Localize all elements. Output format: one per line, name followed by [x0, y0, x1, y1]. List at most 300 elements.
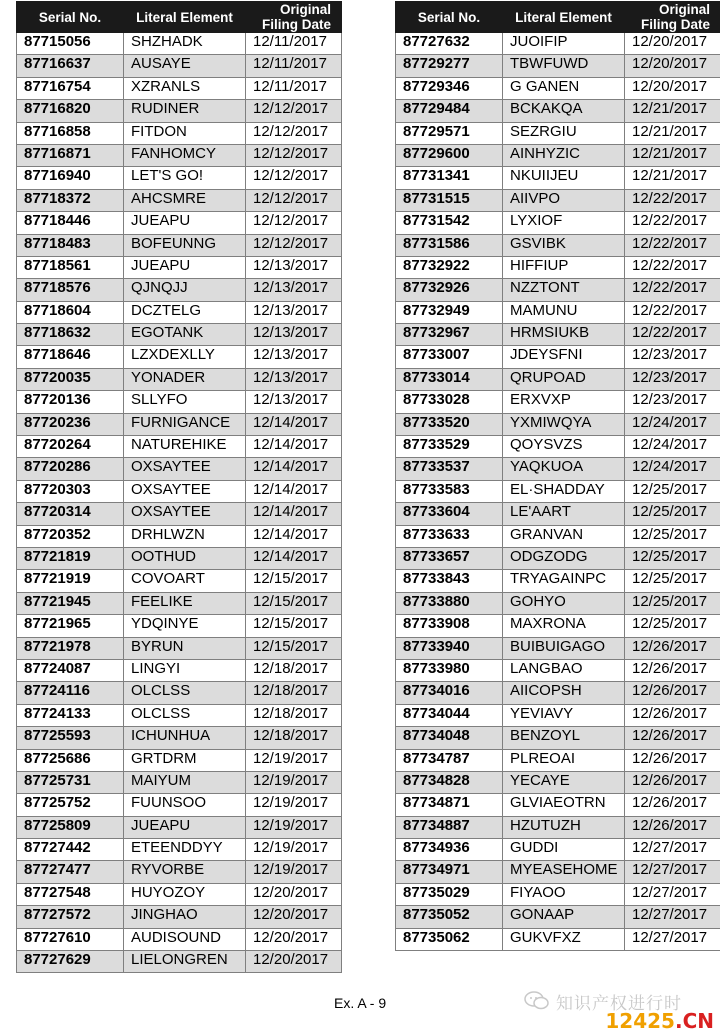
filing-date-cell: 12/20/2017: [246, 906, 342, 928]
literal-element-cell: DCZTELG: [124, 301, 246, 323]
filing-date-cell: 12/25/2017: [625, 547, 720, 569]
filing-date-cell: 12/26/2017: [625, 682, 720, 704]
filing-date-cell: 12/22/2017: [625, 279, 720, 301]
serial-number-cell: 87718483: [17, 234, 124, 256]
filing-date-cell: 12/13/2017: [246, 324, 342, 346]
literal-element-cell: HZUTUZH: [503, 816, 625, 838]
table-row: [17, 413, 342, 435]
filing-date-cell: 12/23/2017: [625, 391, 720, 413]
literal-element-cell: AIIVPO: [503, 189, 625, 211]
table-row: [396, 33, 720, 55]
serial-number-cell: 87727477: [17, 861, 124, 883]
literal-element-cell: LIELONGREN: [124, 951, 246, 973]
table-row: [17, 346, 342, 368]
filing-date-cell: 12/15/2017: [246, 592, 342, 614]
table-row: [396, 547, 720, 569]
filing-date-cell: 12/14/2017: [246, 503, 342, 525]
filing-date-cell: 12/26/2017: [625, 794, 720, 816]
literal-element-cell: GONAAP: [503, 906, 625, 928]
table-row: [17, 771, 342, 793]
table-row: [17, 301, 342, 323]
literal-element-cell: BUIBUIGAGO: [503, 637, 625, 659]
serial-number-cell: 87731586: [396, 234, 503, 256]
header-literal-element: Literal Element: [124, 2, 246, 33]
literal-element-cell: LE'AART: [503, 503, 625, 525]
serial-number-cell: 87716754: [17, 77, 124, 99]
literal-element-cell: MYEASEHOME: [503, 861, 625, 883]
literal-element-cell: LINGYI: [124, 659, 246, 681]
table-header-row: [396, 2, 720, 33]
serial-number-cell: 87729277: [396, 55, 503, 77]
filing-date-cell: 12/25/2017: [625, 525, 720, 547]
serial-number-cell: 87720303: [17, 480, 124, 502]
table-row: [17, 906, 342, 928]
filing-date-cell: 12/15/2017: [246, 570, 342, 592]
serial-number-cell: 87735062: [396, 928, 503, 950]
filing-date-cell: 12/24/2017: [625, 458, 720, 480]
literal-element-cell: YXMIWQYA: [503, 413, 625, 435]
table-row: [396, 301, 720, 323]
filing-date-cell: 12/22/2017: [625, 189, 720, 211]
table-row: [396, 256, 720, 278]
literal-element-cell: GUDDI: [503, 839, 625, 861]
serial-number-cell: 87733028: [396, 391, 503, 413]
serial-number-cell: 87735029: [396, 883, 503, 905]
literal-element-cell: JUOIFIP: [503, 33, 625, 55]
table-row: [396, 413, 720, 435]
literal-element-cell: NZZTONT: [503, 279, 625, 301]
filing-date-cell: 12/25/2017: [625, 570, 720, 592]
wechat-icon: [524, 991, 550, 1011]
table-row: [396, 391, 720, 413]
serial-number-cell: 87731542: [396, 212, 503, 234]
literal-element-cell: OLCLSS: [124, 682, 246, 704]
literal-element-cell: ICHUNHUA: [124, 727, 246, 749]
serial-number-cell: 87716820: [17, 100, 124, 122]
serial-number-cell: 87727610: [17, 928, 124, 950]
literal-element-cell: BCKAKQA: [503, 100, 625, 122]
literal-element-cell: TRYAGAINPC: [503, 570, 625, 592]
serial-number-cell: 87724116: [17, 682, 124, 704]
literal-element-cell: LET'S GO!: [124, 167, 246, 189]
literal-element-cell: QJNQJJ: [124, 279, 246, 301]
serial-number-cell: 87720136: [17, 391, 124, 413]
filing-date-cell: 12/14/2017: [246, 436, 342, 458]
table-row: [396, 771, 720, 793]
table-row: [17, 592, 342, 614]
filing-date-cell: 12/18/2017: [246, 659, 342, 681]
filing-date-cell: 12/12/2017: [246, 167, 342, 189]
literal-element-cell: GRANVAN: [503, 525, 625, 547]
table-row: [396, 592, 720, 614]
serial-number-cell: 87727629: [17, 951, 124, 973]
literal-element-cell: NKUIIJEU: [503, 167, 625, 189]
filing-date-cell: 12/23/2017: [625, 368, 720, 390]
literal-element-cell: YDQINYE: [124, 615, 246, 637]
table-row: [396, 324, 720, 346]
trademark-table-left: [16, 1, 342, 973]
table-row: [17, 704, 342, 726]
literal-element-cell: BOFEUNNG: [124, 234, 246, 256]
serial-number-cell: 87720352: [17, 525, 124, 547]
filing-date-cell: 12/27/2017: [625, 928, 720, 950]
filing-date-cell: 12/22/2017: [625, 301, 720, 323]
table-row: [396, 234, 720, 256]
table-row: [396, 525, 720, 547]
filing-date-cell: 12/12/2017: [246, 144, 342, 166]
literal-element-cell: QRUPOAD: [503, 368, 625, 390]
serial-number-cell: 87732949: [396, 301, 503, 323]
filing-date-cell: 12/20/2017: [246, 928, 342, 950]
table-row: [17, 167, 342, 189]
watermark: [524, 987, 714, 1031]
table-row: [396, 480, 720, 502]
table-row: [17, 839, 342, 861]
literal-element-cell: ERXVXP: [503, 391, 625, 413]
literal-element-cell: MAMUNU: [503, 301, 625, 323]
table-row: [17, 794, 342, 816]
table-row: [17, 458, 342, 480]
filing-date-cell: 12/25/2017: [625, 480, 720, 502]
literal-element-cell: AUSAYE: [124, 55, 246, 77]
filing-date-cell: 12/25/2017: [625, 503, 720, 525]
literal-element-cell: BENZOYL: [503, 727, 625, 749]
serial-number-cell: 87734828: [396, 771, 503, 793]
filing-date-cell: 12/19/2017: [246, 839, 342, 861]
filing-date-cell: 12/14/2017: [246, 525, 342, 547]
serial-number-cell: 87733843: [396, 570, 503, 592]
filing-date-cell: 12/26/2017: [625, 659, 720, 681]
serial-number-cell: 87724133: [17, 704, 124, 726]
literal-element-cell: SHZHADK: [124, 33, 246, 55]
filing-date-cell: 12/20/2017: [625, 55, 720, 77]
literal-element-cell: HIFFIUP: [503, 256, 625, 278]
serial-number-cell: 87733014: [396, 368, 503, 390]
table-row: [17, 122, 342, 144]
literal-element-cell: YEVIAVY: [503, 704, 625, 726]
serial-number-cell: 87731341: [396, 167, 503, 189]
literal-element-cell: XZRANLS: [124, 77, 246, 99]
literal-element-cell: OOTHUD: [124, 547, 246, 569]
filing-date-cell: 12/26/2017: [625, 816, 720, 838]
table-row: [17, 547, 342, 569]
table-row: [396, 122, 720, 144]
serial-number-cell: 87733880: [396, 592, 503, 614]
serial-number-cell: 87718446: [17, 212, 124, 234]
table-row: [17, 324, 342, 346]
serial-number-cell: 87734787: [396, 749, 503, 771]
serial-number-cell: 87729346: [396, 77, 503, 99]
serial-number-cell: 87725752: [17, 794, 124, 816]
literal-element-cell: FEELIKE: [124, 592, 246, 614]
filing-date-cell: 12/15/2017: [246, 615, 342, 637]
literal-element-cell: RYVORBE: [124, 861, 246, 883]
filing-date-cell: 12/21/2017: [625, 167, 720, 189]
filing-date-cell: 12/19/2017: [246, 816, 342, 838]
serial-number-cell: 87729600: [396, 144, 503, 166]
literal-element-cell: LZXDEXLLY: [124, 346, 246, 368]
serial-number-cell: 87721819: [17, 547, 124, 569]
table-row: [17, 570, 342, 592]
serial-number-cell: 87720286: [17, 458, 124, 480]
filing-date-cell: 12/12/2017: [246, 234, 342, 256]
table-row: [17, 234, 342, 256]
literal-element-cell: HRMSIUKB: [503, 324, 625, 346]
serial-number-cell: 87733980: [396, 659, 503, 681]
table-row: [396, 436, 720, 458]
filing-date-cell: 12/20/2017: [625, 33, 720, 55]
serial-number-cell: 87733520: [396, 413, 503, 435]
filing-date-cell: 12/22/2017: [625, 212, 720, 234]
table-row: [396, 503, 720, 525]
serial-number-cell: 87720236: [17, 413, 124, 435]
literal-element-cell: TBWFUWD: [503, 55, 625, 77]
filing-date-cell: 12/13/2017: [246, 301, 342, 323]
serial-number-cell: 87731515: [396, 189, 503, 211]
filing-date-cell: 12/21/2017: [625, 144, 720, 166]
literal-element-cell: AIICOPSH: [503, 682, 625, 704]
table-row: [396, 704, 720, 726]
serial-number-cell: 87729571: [396, 122, 503, 144]
literal-element-cell: SEZRGIU: [503, 122, 625, 144]
serial-number-cell: 87733604: [396, 503, 503, 525]
filing-date-cell: 12/25/2017: [625, 592, 720, 614]
header-filing-date: Original Filing Date: [625, 2, 720, 33]
table-row: [17, 682, 342, 704]
table-row: [396, 906, 720, 928]
table-row: [396, 637, 720, 659]
literal-element-cell: LYXIOF: [503, 212, 625, 234]
filing-date-cell: 12/19/2017: [246, 771, 342, 793]
serial-number-cell: 87734887: [396, 816, 503, 838]
filing-date-cell: 12/26/2017: [625, 637, 720, 659]
table-row: [396, 883, 720, 905]
filing-date-cell: 12/26/2017: [625, 727, 720, 749]
table-row: [17, 659, 342, 681]
table-row: [396, 77, 720, 99]
filing-date-cell: 12/21/2017: [625, 100, 720, 122]
literal-element-cell: EGOTANK: [124, 324, 246, 346]
table-row: [17, 436, 342, 458]
serial-number-cell: 87734016: [396, 682, 503, 704]
serial-number-cell: 87727548: [17, 883, 124, 905]
literal-element-cell: FANHOMCY: [124, 144, 246, 166]
serial-number-cell: 87733583: [396, 480, 503, 502]
table-row: [17, 189, 342, 211]
literal-element-cell: YECAYE: [503, 771, 625, 793]
serial-number-cell: 87721978: [17, 637, 124, 659]
filing-date-cell: 12/20/2017: [246, 951, 342, 973]
serial-number-cell: 87732926: [396, 279, 503, 301]
literal-element-cell: JINGHAO: [124, 906, 246, 928]
literal-element-cell: YAQKUOA: [503, 458, 625, 480]
serial-number-cell: 87732967: [396, 324, 503, 346]
literal-element-cell: LANGBAO: [503, 659, 625, 681]
table-row: [396, 615, 720, 637]
filing-date-cell: 12/14/2017: [246, 458, 342, 480]
table-row: [17, 861, 342, 883]
serial-number-cell: 87718561: [17, 256, 124, 278]
serial-number-cell: 87725686: [17, 749, 124, 771]
literal-element-cell: AINHYZIC: [503, 144, 625, 166]
filing-date-cell: 12/27/2017: [625, 861, 720, 883]
literal-element-cell: FUUNSOO: [124, 794, 246, 816]
table-row: [396, 928, 720, 950]
serial-number-cell: 87721945: [17, 592, 124, 614]
filing-date-cell: 12/18/2017: [246, 704, 342, 726]
filing-date-cell: 12/25/2017: [625, 615, 720, 637]
table-row: [396, 458, 720, 480]
filing-date-cell: 12/27/2017: [625, 906, 720, 928]
header-filing-date: Original Filing Date: [246, 2, 342, 33]
literal-element-cell: YONADER: [124, 368, 246, 390]
table-row: [396, 167, 720, 189]
table-row: [17, 637, 342, 659]
filing-date-cell: 12/19/2017: [246, 794, 342, 816]
serial-number-cell: 87734048: [396, 727, 503, 749]
filing-date-cell: 12/27/2017: [625, 883, 720, 905]
serial-number-cell: 87733940: [396, 637, 503, 659]
literal-element-cell: GRTDRM: [124, 749, 246, 771]
table-row: [396, 749, 720, 771]
filing-date-cell: 12/12/2017: [246, 122, 342, 144]
table-row: [17, 100, 342, 122]
literal-element-cell: GOHYO: [503, 592, 625, 614]
serial-number-cell: 87720035: [17, 368, 124, 390]
serial-number-cell: 87716871: [17, 144, 124, 166]
serial-number-cell: 87735052: [396, 906, 503, 928]
literal-element-cell: FURNIGANCE: [124, 413, 246, 435]
filing-date-cell: 12/22/2017: [625, 234, 720, 256]
page-footer: Ex. A - 9: [334, 995, 387, 1011]
filing-date-cell: 12/14/2017: [246, 413, 342, 435]
literal-element-cell: JUEAPU: [124, 816, 246, 838]
serial-number-cell: 87718372: [17, 189, 124, 211]
table-row: [17, 883, 342, 905]
table-row: [396, 189, 720, 211]
table-row: [396, 682, 720, 704]
table-row: [396, 659, 720, 681]
header-serial-no: Serial No.: [396, 2, 503, 33]
filing-date-cell: 12/20/2017: [246, 883, 342, 905]
literal-element-cell: OXSAYTEE: [124, 458, 246, 480]
table-row: [17, 816, 342, 838]
serial-number-cell: 87724087: [17, 659, 124, 681]
table-row: [396, 346, 720, 368]
filing-date-cell: 12/26/2017: [625, 771, 720, 793]
serial-number-cell: 87720314: [17, 503, 124, 525]
filing-date-cell: 12/14/2017: [246, 480, 342, 502]
serial-number-cell: 87720264: [17, 436, 124, 458]
serial-number-cell: 87718632: [17, 324, 124, 346]
serial-number-cell: 87715056: [17, 33, 124, 55]
table-header-row: [17, 2, 342, 33]
serial-number-cell: 87716940: [17, 167, 124, 189]
serial-number-cell: 87733633: [396, 525, 503, 547]
table-row: [396, 794, 720, 816]
serial-number-cell: 87734871: [396, 794, 503, 816]
filing-date-cell: 12/15/2017: [246, 637, 342, 659]
header-serial-no: Serial No.: [17, 2, 124, 33]
watermark-site: 12425.CN: [605, 1009, 714, 1033]
literal-element-cell: GLVIAEOTRN: [503, 794, 625, 816]
table-row: [396, 212, 720, 234]
table-row: [17, 525, 342, 547]
filing-date-cell: 12/26/2017: [625, 749, 720, 771]
table-row: [396, 861, 720, 883]
table-row: [396, 144, 720, 166]
literal-element-cell: AHCSMRE: [124, 189, 246, 211]
filing-date-cell: 12/13/2017: [246, 256, 342, 278]
filing-date-cell: 12/12/2017: [246, 212, 342, 234]
table-row: [17, 615, 342, 637]
table-row: [17, 212, 342, 234]
table-row: [17, 951, 342, 973]
literal-element-cell: NATUREHIKE: [124, 436, 246, 458]
literal-element-cell: COVOART: [124, 570, 246, 592]
table-row: [17, 33, 342, 55]
filing-date-cell: 12/22/2017: [625, 324, 720, 346]
serial-number-cell: 87734044: [396, 704, 503, 726]
serial-number-cell: 87718576: [17, 279, 124, 301]
filing-date-cell: 12/26/2017: [625, 704, 720, 726]
table-row: [396, 279, 720, 301]
header-literal-element: Literal Element: [503, 2, 625, 33]
literal-element-cell: BYRUN: [124, 637, 246, 659]
serial-number-cell: 87725593: [17, 727, 124, 749]
table-row: [17, 391, 342, 413]
literal-element-cell: QOYSVZS: [503, 436, 625, 458]
literal-element-cell: JUEAPU: [124, 256, 246, 278]
filing-date-cell: 12/18/2017: [246, 727, 342, 749]
filing-date-cell: 12/19/2017: [246, 861, 342, 883]
watermark-text: 知识产权进行时: [556, 994, 682, 1014]
literal-element-cell: AUDISOUND: [124, 928, 246, 950]
serial-number-cell: 87733537: [396, 458, 503, 480]
literal-element-cell: OXSAYTEE: [124, 503, 246, 525]
table-row: [17, 55, 342, 77]
literal-element-cell: GSVIBK: [503, 234, 625, 256]
serial-number-cell: 87718604: [17, 301, 124, 323]
literal-element-cell: MAXRONA: [503, 615, 625, 637]
table-row: [17, 368, 342, 390]
table-row: [17, 256, 342, 278]
literal-element-cell: JUEAPU: [124, 212, 246, 234]
literal-element-cell: EL·SHADDAY: [503, 480, 625, 502]
table-row: [17, 503, 342, 525]
table-row: [17, 480, 342, 502]
literal-element-cell: RUDINER: [124, 100, 246, 122]
serial-number-cell: 87733908: [396, 615, 503, 637]
serial-number-cell: 87733529: [396, 436, 503, 458]
serial-number-cell: 87732922: [396, 256, 503, 278]
serial-number-cell: 87716637: [17, 55, 124, 77]
literal-element-cell: JDEYSFNI: [503, 346, 625, 368]
filing-date-cell: 12/12/2017: [246, 189, 342, 211]
table-row: [396, 816, 720, 838]
serial-number-cell: 87733007: [396, 346, 503, 368]
filing-date-cell: 12/11/2017: [246, 77, 342, 99]
filing-date-cell: 12/11/2017: [246, 33, 342, 55]
serial-number-cell: 87725731: [17, 771, 124, 793]
literal-element-cell: ODGZODG: [503, 547, 625, 569]
filing-date-cell: 12/22/2017: [625, 256, 720, 278]
literal-element-cell: ETEENDDYY: [124, 839, 246, 861]
filing-date-cell: 12/14/2017: [246, 547, 342, 569]
filing-date-cell: 12/11/2017: [246, 55, 342, 77]
serial-number-cell: 87733657: [396, 547, 503, 569]
serial-number-cell: 87716858: [17, 122, 124, 144]
